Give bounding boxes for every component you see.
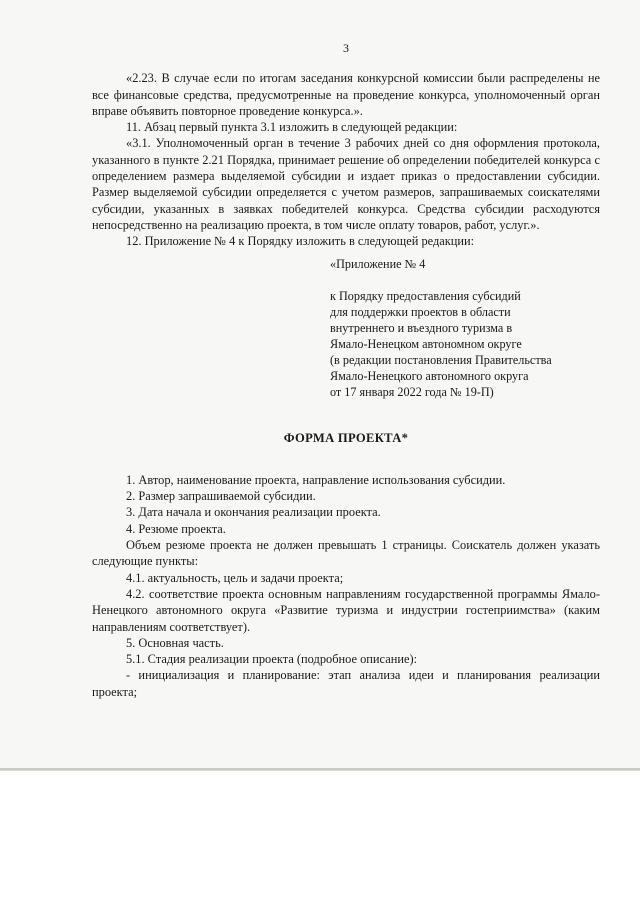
form-item: 4.2. соответствие проекта основным направлениям государственной программы Ямало-Ненецкого автономного округа «Развитие туризма и индустрии гостеприимства» (каким направлениям соответствует).	[92, 586, 600, 634]
form-item: 3. Дата начала и окончания реализации проекта.	[126, 505, 381, 520]
appendix-line: (в редакции постановления Правительства	[330, 352, 552, 367]
appendix-line: Ямало-Ненецком автономном округе	[330, 336, 522, 351]
form-item: - инициализация и планирование: этап анализа идеи и планирования реализации проекта;	[92, 668, 600, 699]
appendix-block	[330, 256, 600, 400]
form-item: 5. Основная часть.	[126, 635, 224, 650]
scan-edge	[0, 768, 640, 770]
form-item: Объем резюме проекта не должен превышать 1 страницы. Соискатель должен указать следующие пункты:	[92, 538, 600, 569]
appendix-line: внутреннего и въездного туризма в	[330, 320, 513, 335]
form-item: 4. Резюме проекта.	[126, 521, 226, 536]
appendix-line: к Порядку предоставления субсидий	[330, 288, 521, 303]
paragraph-3-1: «3.1. Уполномоченный орган в течение 3 рабочих дней со дня оформления протокола, указанного в пункте 2.21 Порядка, принимает решение об определении победителей конкурса с определением размера выделяемой субсидии и издает приказ о предоставлении субсидии. Размер выделяемой субсидии определяется с учетом размеров, запрашиваемых соискателями субсидии, указанных в заявках победителей конкурса. Средства субсидии расходуются непосредственно на реализацию проекта, в том числе оплату товаров, работ, услуг.».	[92, 136, 600, 232]
form-item: 5.1. Стадия реализации проекта (подробное описание):	[126, 652, 418, 667]
appendix-line: Ямало-Ненецкого автономного округа	[330, 368, 529, 383]
form-item: 2. Размер запрашиваемой субсидии.	[126, 489, 316, 504]
paragraph-11: 11. Абзац первый пункта 3.1 изложить в следующей редакции:	[126, 120, 458, 135]
form-title: ФОРМА ПРОЕКТА*	[283, 430, 409, 445]
appendix-heading: «Приложение № 4	[330, 256, 426, 271]
appendix-line: для поддержки проектов в области	[330, 304, 511, 319]
page-number: 3	[343, 41, 349, 55]
appendix-line: от 17 января 2022 года № 19-П)	[330, 384, 494, 399]
paragraph-12: 12. Приложение № 4 к Порядку изложить в следующей редакции:	[126, 234, 475, 249]
paragraph-2-23: «2.23. В случае если по итогам заседания конкурсной комиссии были распределены не все финансовые средства, предусмотренные на проведение конкурса, уполномоченный орган вправе объявить повторное проведение конкурса.».	[92, 71, 600, 118]
document-body	[92, 40, 600, 700]
form-item: 1. Автор, наименование проекта, направление использования субсидии.	[126, 472, 506, 487]
form-item: 4.1. актуальность, цель и задачи проекта;	[126, 570, 344, 585]
